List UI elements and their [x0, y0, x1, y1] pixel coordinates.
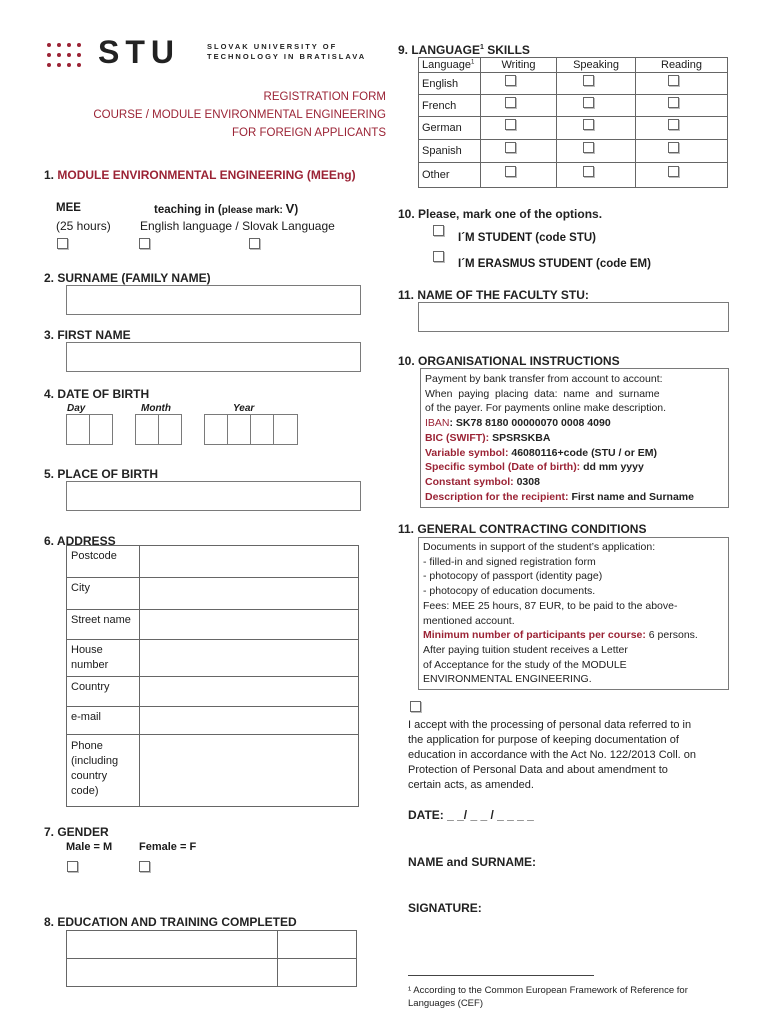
language-row [419, 95, 728, 117]
section-4-heading: 4. DATE OF BIRTH [44, 387, 150, 401]
other-writing-checkbox[interactable] [505, 166, 516, 177]
teaching-label: teaching in (please mark: V) [154, 201, 299, 216]
house-number-field[interactable] [140, 640, 359, 677]
french-writing-checkbox[interactable] [505, 97, 516, 108]
section-8-heading: 8. EDUCATION AND TRAINING COMPLETED [44, 915, 297, 929]
house-number-label: House number [67, 640, 140, 677]
address-row [67, 610, 359, 640]
month-digit-1[interactable] [135, 414, 159, 445]
stu-logo [46, 34, 180, 74]
language-row [419, 117, 728, 140]
consent-checkbox[interactable] [410, 701, 421, 712]
german-reading-checkbox[interactable] [668, 119, 679, 130]
other-speaking-checkbox[interactable] [583, 166, 594, 177]
section-10-instructions-heading: 10. ORGANISATIONAL INSTRUCTIONS [398, 354, 620, 368]
postcode-label: Postcode [67, 546, 140, 578]
section-6-heading: 6. ADDRESS [44, 534, 116, 548]
english-speaking-checkbox[interactable] [583, 75, 594, 86]
city-label: City [67, 578, 140, 610]
city-field[interactable] [140, 578, 359, 610]
speaking-cell [557, 140, 636, 163]
university-name-line2: TECHNOLOGY IN BRATISLAVA [207, 52, 367, 61]
speaking-header: Speaking [557, 58, 636, 73]
day-digit-1[interactable] [66, 414, 90, 445]
section-11-conditions-heading: 11. GENERAL CONTRACTING CONDITIONS [398, 522, 647, 536]
male-checkbox[interactable] [67, 861, 78, 872]
spanish-speaking-checkbox[interactable] [583, 142, 594, 153]
english-writing-checkbox[interactable] [505, 75, 516, 86]
day-digit-2[interactable] [89, 414, 113, 445]
writing-cell [481, 117, 557, 140]
male-label: Male = M [66, 841, 113, 853]
education-cell[interactable] [278, 959, 357, 987]
year-digit-3[interactable] [250, 414, 274, 445]
education-cell[interactable] [67, 959, 278, 987]
writing-header: Writing [481, 58, 557, 73]
erasmus-option-label: I´M ERASMUS STUDENT (code EM) [458, 258, 651, 270]
education-row [67, 959, 357, 987]
section-7-heading: 7. GENDER [44, 825, 109, 839]
german-speaking-checkbox[interactable] [583, 119, 594, 130]
erasmus-option-checkbox[interactable] [433, 251, 444, 262]
section-9-heading: 9. LANGUAGE$^1$ SKILLS [398, 43, 530, 57]
language-name: English [419, 73, 481, 95]
first-name-field[interactable] [66, 342, 361, 372]
conditions-text: Documents in support of the student’s application: - filled-in and signed registration form - photocopy of passport (identity page) - photocopy of education documents. Fees: MEE 25 hours, 87 EUR, to be paid to the above- mentioned account. Minimum number of participants per course: 6 persons. After paying tuition student receives a Letter of Acceptance for the study of the MODULE ENVIRONMENTAL ENGINEERING. [423, 541, 698, 686]
slovak-language-checkbox[interactable] [249, 238, 260, 249]
section-2-heading: 2. SURNAME (FAMILY NAME) [44, 271, 211, 285]
student-option-checkbox[interactable] [433, 225, 444, 236]
language-row [419, 140, 728, 163]
section-11-faculty-heading: 11. NAME OF THE FACULTY STU: [398, 288, 589, 302]
footnote-divider [408, 975, 594, 976]
speaking-cell [557, 163, 636, 188]
address-row [67, 735, 359, 807]
reading-cell [636, 117, 728, 140]
name-and-surname-field[interactable]: NAME and SURNAME: [408, 855, 536, 869]
form-title: REGISTRATION FORM [263, 91, 386, 103]
university-name-line1: SLOVAK UNIVERSITY OF [207, 42, 338, 51]
german-writing-checkbox[interactable] [505, 119, 516, 130]
mee-label: MEE [56, 202, 81, 214]
address-row [67, 546, 359, 578]
section-10-options-heading: 10. Please, mark one of the options. [398, 207, 603, 221]
speaking-cell [557, 117, 636, 140]
faculty-name-field[interactable] [418, 302, 729, 332]
consent-text: I accept with the processing of personal data referred to in the application for purpose of keeping documentation of education in accordance with the Act No. 122/2013 Coll. on Protection of Personal Data and about amendment to certain acts, as amended. [408, 719, 697, 791]
speaking-cell [557, 95, 636, 117]
email-label: e-mail [67, 707, 140, 735]
month-label: Month [141, 403, 171, 414]
reading-cell [636, 163, 728, 188]
language-row [419, 73, 728, 95]
female-checkbox[interactable] [139, 861, 150, 872]
reading-header: Reading [636, 58, 728, 73]
section-1-heading: 1. MODULE ENVIRONMENTAL ENGINEERING (MEEng) [44, 168, 356, 182]
postcode-field[interactable] [140, 546, 359, 578]
section-3-heading: 3. FIRST NAME [44, 328, 131, 342]
logo-text: STU [98, 34, 180, 70]
day-label: Day [67, 403, 86, 414]
address-table [66, 545, 359, 807]
mee-checkbox[interactable] [57, 238, 68, 249]
language-name: Other [419, 163, 481, 188]
section-5-heading: 5. PLACE OF BIRTH [44, 467, 159, 481]
education-cell[interactable] [67, 931, 278, 959]
language-header: Language$^1$ [419, 58, 481, 73]
address-row [67, 677, 359, 707]
address-row [67, 578, 359, 610]
address-row [67, 640, 359, 677]
address-row [67, 707, 359, 735]
female-label: Female = F [139, 841, 197, 853]
reading-cell [636, 140, 728, 163]
writing-cell [481, 73, 557, 95]
phone-label: Phone (including country code) [67, 735, 140, 807]
year-digit-2[interactable] [227, 414, 251, 445]
logo-dots-icon [46, 42, 96, 72]
year-digit-4[interactable] [273, 414, 298, 445]
language-name: Spanish [419, 140, 481, 163]
reading-cell [636, 95, 728, 117]
hours-label: (25 hours) [56, 219, 111, 233]
education-cell[interactable] [278, 931, 357, 959]
street-name-label: Street name [67, 610, 140, 640]
signature-field[interactable]: SIGNATURE: [408, 901, 482, 915]
writing-cell [481, 140, 557, 163]
country-field[interactable] [140, 677, 359, 707]
spanish-writing-checkbox[interactable] [505, 142, 516, 153]
instructions-text: Payment by bank transfer from account to account: When paying placing data: name and surname of the payer. For payments online make description. IBAN: SK78 8180 00000070 0008 4090 BIC (SWIFT): SPSRSKBA Variable symbol: 46080116+code (STU / or EM) Specific symbol (Date of birth): dd mm yyyy Constant symbol: 0308 Description for the recipient: First name and Surname [425, 373, 694, 503]
language-skills-table [418, 57, 728, 188]
reading-cell [636, 73, 728, 95]
spanish-reading-checkbox[interactable] [668, 142, 679, 153]
other-reading-checkbox[interactable] [668, 166, 679, 177]
writing-cell [481, 95, 557, 117]
language-header-row [419, 58, 728, 73]
education-table [66, 930, 357, 987]
english-language-checkbox[interactable] [139, 238, 150, 249]
language-name: German [419, 117, 481, 140]
form-subtitle: COURSE / MODULE ENVIRONMENTAL ENGINEERING [93, 109, 386, 121]
student-option-label: I´M STUDENT (code STU) [458, 232, 596, 244]
speaking-cell [557, 73, 636, 95]
phone-field[interactable] [140, 735, 359, 807]
footnote: ¹ According to the Common European Framework of Reference for Languages (CEF) [408, 985, 688, 1009]
email-field[interactable] [140, 707, 359, 735]
writing-cell [481, 163, 557, 188]
surname-field[interactable] [66, 285, 361, 315]
year-label: Year [233, 403, 255, 414]
language-name: French [419, 95, 481, 117]
street-name-field[interactable] [140, 610, 359, 640]
language-options-label: English language / Slovak Language [140, 219, 335, 233]
month-digit-2[interactable] [158, 414, 182, 445]
form-subtitle-2: FOR FOREIGN APPLICANTS [232, 127, 386, 139]
french-reading-checkbox[interactable] [668, 97, 679, 108]
year-digit-1[interactable] [204, 414, 228, 445]
french-speaking-checkbox[interactable] [583, 97, 594, 108]
education-row [67, 931, 357, 959]
language-row [419, 163, 728, 188]
date-field[interactable]: DATE: _ _/ _ _ / _ _ _ _ [408, 808, 534, 822]
country-label: Country [67, 677, 140, 707]
place-of-birth-field[interactable] [66, 481, 361, 511]
english-reading-checkbox[interactable] [668, 75, 679, 86]
